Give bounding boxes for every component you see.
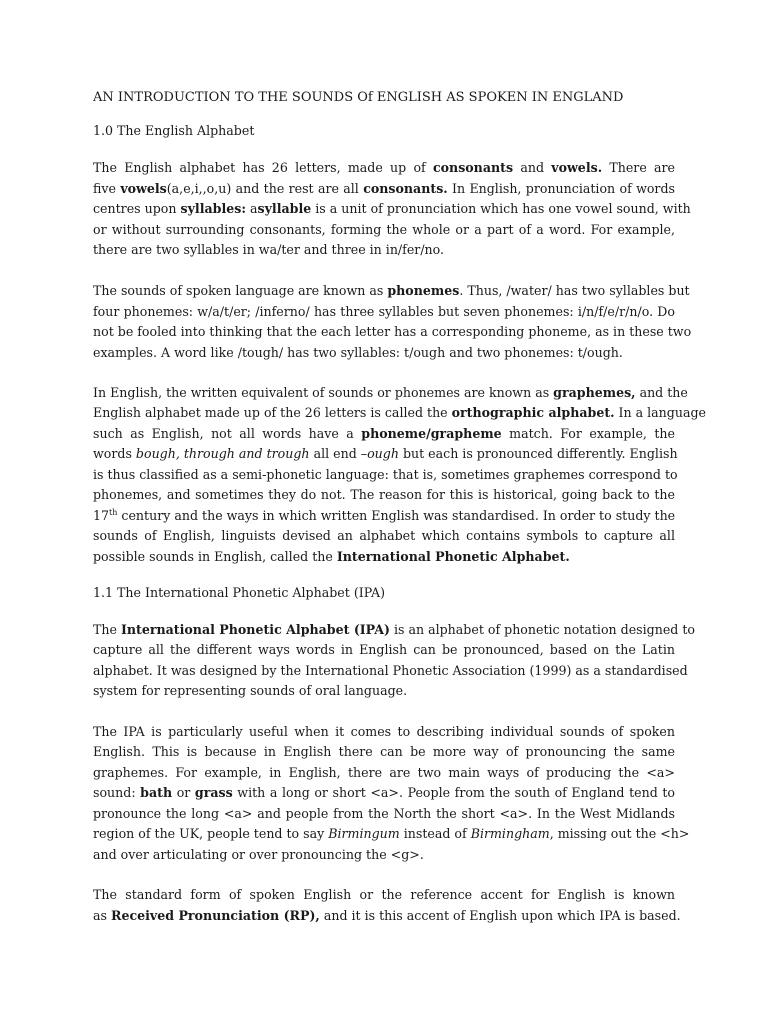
- section-heading: 1.0 The English Alphabet: [93, 123, 255, 138]
- paragraph-line: phonemes, and sometimes they do not. The reason for this is historical, going back to the: [93, 487, 675, 502]
- bold-term: syllable: [257, 201, 312, 216]
- paragraph-line: such as English, not all words have a phoneme/grapheme match. For example, the: [93, 426, 675, 441]
- paragraph-line: region of the UK, people tend to say Birmingum instead of Birmingham, missing out the <h>: [93, 826, 690, 841]
- bold-term: vowels: [120, 181, 167, 196]
- paragraph-line: not be fooled into thinking that the each letter has a corresponding phoneme, as in these two: [93, 324, 692, 339]
- bold-term: International Phonetic Alphabet (IPA): [120, 622, 390, 637]
- paragraph-line: there are two syllables in wa/ter and three in in/fer/no.: [93, 242, 445, 257]
- document-title: AN INTRODUCTION TO THE SOUNDS Of ENGLISH AS SPOKEN IN ENGLAND: [93, 90, 624, 105]
- italic-term: Birmingham: [470, 826, 550, 841]
- paragraph-line: and over articulating or over pronouncing the <g>.: [93, 847, 424, 862]
- paragraph-line: is thus classified as a semi-phonetic language: that is, sometimes graphemes correspond to: [93, 467, 678, 482]
- bold-term: orthographic alphabet.: [451, 405, 615, 420]
- paragraph-line: The sounds of spoken language are known as phonemes. Thus, /water/ has two syllables but: [93, 283, 690, 298]
- paragraph-line: In English, the written equivalent of sounds or phonemes are known as graphemes, and the: [93, 385, 688, 400]
- bold-term: vowels.: [551, 160, 603, 175]
- paragraph-line: examples. A word like /tough/ has two syllables: t/ough and two phonemes: t/ough.: [93, 345, 623, 360]
- paragraph-line: pronounce the long <a> and people from the North the short <a>. In the West Midlands: [93, 806, 675, 821]
- paragraph-line: sounds of English, linguists devised an alphabet which contains symbols to capture all: [93, 528, 675, 543]
- paragraph-line: graphemes. For example, in English, there are two main ways of producing the <a>: [93, 765, 675, 780]
- paragraph-line: alphabet. It was designed by the International Phonetic Association (1999) as a standardised: [93, 663, 688, 678]
- paragraph-line: five vowels(a,e,i,,o,u) and the rest are all consonants. In English, pronunciation of words: [93, 181, 675, 196]
- italic-term: Birmingum: [328, 826, 400, 841]
- paragraph-line: The standard form of spoken English or the reference accent for English is known: [93, 887, 675, 902]
- paragraph-line: four phonemes: w/a/t/er; /inferno/ has three syllables but seven phonemes: i/n/f/e/r/n/o. Do: [93, 304, 675, 319]
- paragraph-line: centres upon syllables: asyllable is a unit of pronunciation which has one vowel sound, with: [93, 201, 691, 216]
- paragraph-line: The IPA is particularly useful when it comes to describing individual sounds of spoken: [93, 724, 675, 739]
- bold-term: Received Pronunciation (RP),: [110, 908, 320, 923]
- paragraph-line: 17th century and the ways in which written English was standardised. In order to study the: [93, 507, 676, 523]
- bold-term: International Phonetic Alphabet.: [336, 549, 570, 564]
- paragraph-line: The English alphabet has 26 letters, made up of consonants and vowels. There are: [93, 160, 675, 175]
- bold-term: syllables:: [180, 201, 246, 216]
- section-heading: 1.1 The International Phonetic Alphabet (IPA): [93, 585, 386, 600]
- paragraph-line: or without surrounding consonants, forming the whole or a part of a word. For example,: [93, 222, 675, 237]
- paragraph-line: English. This is because in English there can be more way of pronouncing the same: [93, 744, 675, 759]
- paragraph-line: sound: bath or grass with a long or short <a>. People from the south of England tend to: [93, 785, 676, 800]
- paragraph-line: English alphabet made up of the 26 letters is called the orthographic alphabet. In a language: [93, 405, 706, 420]
- paragraph-line: capture all the different ways words in English can be pronounced, based on the Latin: [93, 642, 675, 657]
- paragraph-line: words bough, through and trough all end –ough but each is pronounced differently. English: [93, 446, 678, 461]
- paragraph-line: system for representing sounds of oral language.: [93, 683, 408, 698]
- bold-term: bath: [140, 785, 173, 800]
- italic-term: –ough: [360, 446, 399, 461]
- italic-term: bough, through and trough: [135, 446, 310, 461]
- bold-term: consonants.: [363, 181, 448, 196]
- bold-term: phonemes: [387, 283, 460, 298]
- paragraph-line: The International Phonetic Alphabet (IPA) is an alphabet of phonetic notation designed to: [93, 622, 695, 637]
- bold-term: graphemes,: [553, 385, 636, 400]
- bold-term: grass: [194, 785, 233, 800]
- paragraph-line: possible sounds in English, called the International Phonetic Alphabet.: [93, 549, 570, 564]
- paragraph-line: as Received Pronunciation (RP), and it is this accent of English upon which IPA is based.: [93, 908, 681, 923]
- bold-term: consonants: [432, 160, 514, 175]
- superscript: th: [109, 507, 118, 517]
- bold-term: phoneme/grapheme: [361, 426, 502, 441]
